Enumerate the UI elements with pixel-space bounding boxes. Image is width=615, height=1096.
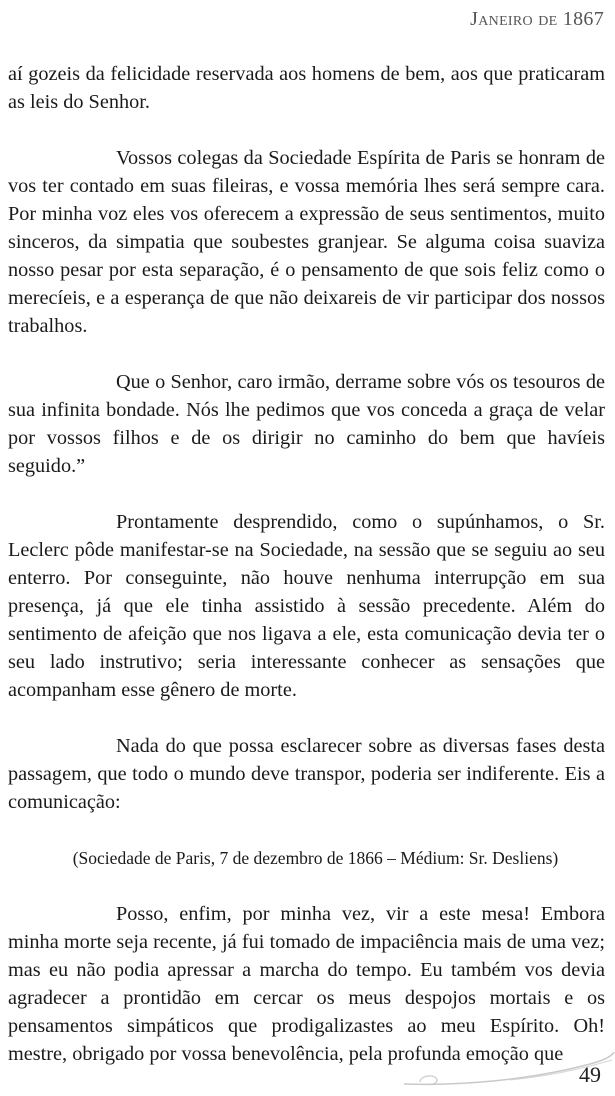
page-body [8,60,605,1068]
page-number: 49 [579,1062,601,1087]
paragraph-2: Vossos colegas da Sociedade Espírita de Paris se honram de vos ter contado em suas fileiras, e vossa memória lhes será sempre cara. Por minha voz eles vos oferecem a expressão de seus sentimentos, muito sinceros, da simpatia que soubestes granjear. Se alguma coisa suaviza nosso pesar por esta separação, é o pensamento de que sois feliz como o merecíeis, e a esperança de que não deixareis de vir participar dos nossos trabalhos. [8,147,605,337]
running-head: Janeiro de 1867 [470,8,604,30]
paragraph-5: Nada do que possa esclarecer sobre as diversas fases desta passagem, que todo o mundo deve transpor, poderia ser indiferente. Eis a comunicação: [8,735,605,813]
paragraph-3: Que o Senhor, caro irmão, derrame sobre vós os tesouros de sua infinita bondade. Nós lhe pedimos que vos conceda a graça de velar por vossos filhos e de os dirigir no caminho do bem que havíeis seguido.” [8,371,605,477]
paragraph-4: Prontamente desprendido, como o supúnhamos, o Sr. Leclerc pôde manifestar-se na Sociedade, na sessão que se seguiu ao seu enterro. Por conseguinte, não houve nenhuma interrupção em sua presença, já que ele tinha assistido à sessão precedente. Além do sentimento de afeição que nos ligava a ele, esta comunicação devia ter o seu lado instrutivo; seria interessante conhecer as sensações que acompanham esse gênero de morte. [8,511,605,701]
communication-attribution: (Sociedade de Paris, 7 de dezembro de 1866 – Médium: Sr. Desliens) [72,848,559,868]
paragraph-1: aí gozeis da felicidade reservada aos homens de bem, aos que praticaram as leis do Senhor. [8,63,605,113]
paragraph-6: Posso, enfim, por minha vez, vir a este mesa! Embora minha morte seja recente, já fui tomado de impaciência mais de uma vez; mas eu não podia apressar a marcha do tempo. Eu também vos devia agradecer a prontidão em cercar os meus despojos mortais e os pensamentos simpáticos que prodigalizastes ao meu Espírito. Oh! mestre, obrigado por vossa benevolência, pela profunda emoção que [8,903,605,1065]
